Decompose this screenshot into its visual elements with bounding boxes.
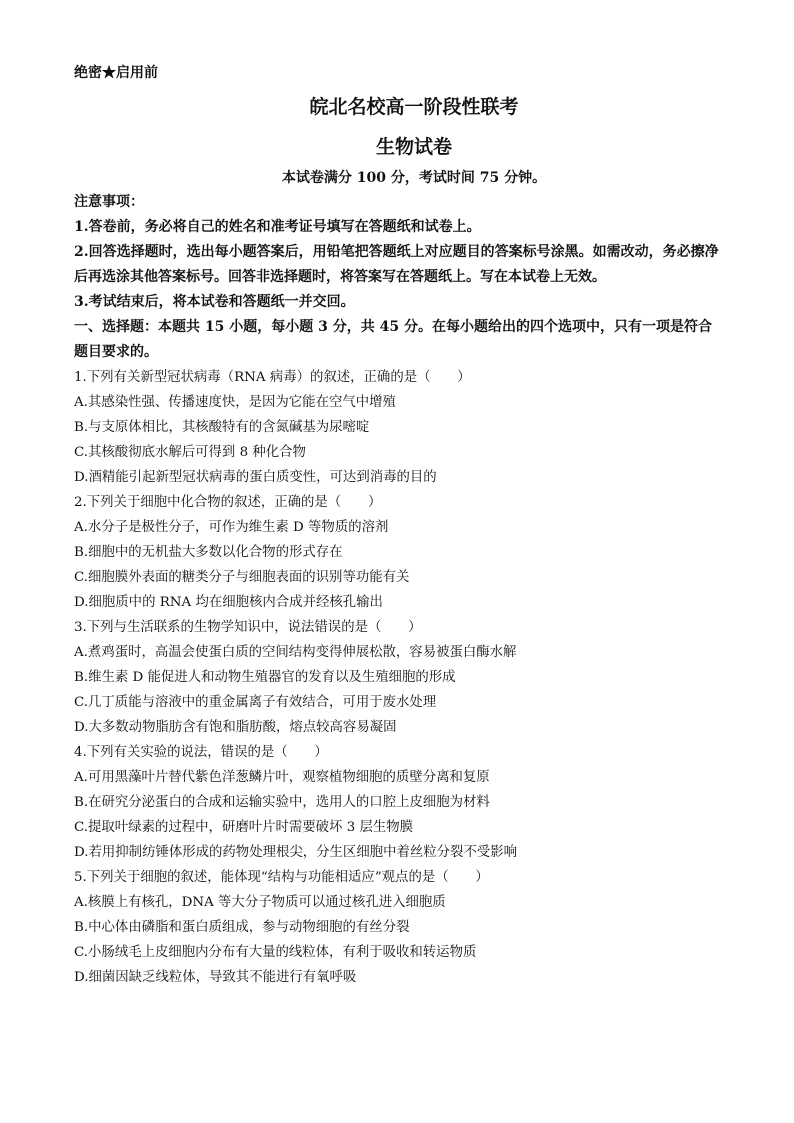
option-b: B.细胞中的无机盐大多数以化合物的形式存在: [74, 545, 343, 560]
question-2: [74, 490, 724, 615]
question-4: [74, 740, 724, 865]
question-stem: 5.下列关于细胞的叙述，能体现“结构与功能相适应”观点的是（ ）: [74, 870, 489, 885]
option-b: B.维生素 D 能促进人和动物生殖器官的发育以及生殖细胞的形成: [74, 670, 456, 685]
question-stem: 3.下列与生活联系的生物学知识中，说法错误的是（ ）: [74, 620, 422, 635]
question-5: [74, 865, 724, 990]
exam-page: [74, 60, 724, 990]
option-a: A.水分子是极性分子，可作为维生素 D 等物质的溶剂: [74, 520, 389, 535]
notes-heading: 注意事项：: [74, 194, 144, 210]
option-c: C.提取叶绿素的过程中，研磨叶片时需要破坏 3 层生物膜: [74, 820, 414, 835]
exam-info: 本试卷满分 100 分，考试时间 75 分钟。: [281, 170, 547, 186]
notes-item: 2.回答选择题时，选出每小题答案后，用铅笔把答题纸上对应题目的答案标号涂黑。如需改动，务必擦净后再选涂其他答案标号。回答非选择题时，将答案写在答题纸上。写在本试卷上无效。: [74, 244, 719, 285]
option-b: B.在研究分泌蛋白的合成和运输实验中，选用人的口腔上皮细胞为材料: [74, 795, 490, 810]
question-stem: 1.下列有关新型冠状病毒（RNA 病毒）的叙述，正确的是（ ）: [74, 370, 471, 385]
option-c: C.几丁质能与溶液中的重金属离子有效结合，可用于废水处理: [74, 695, 437, 710]
option-d: D.酒精能引起新型冠状病毒的蛋白质变性，可达到消毒的目的: [74, 470, 437, 485]
page-title: 皖北名校高一阶段性联考: [309, 96, 519, 118]
section-heading: 一、选择题：本题共 15 小题，每小题 3 分，共 45 分。在每小题给出的四个选项中，只有一项是符合题目要求的。: [74, 319, 712, 360]
option-c: C.细胞膜外表面的糖类分子与细胞表面的识别等功能有关: [74, 570, 410, 585]
option-b: B.中心体由磷脂和蛋白质组成，参与动物细胞的有丝分裂: [74, 920, 410, 935]
option-a: A.其感染性强、传播速度快，是因为它能在空气中增殖: [74, 395, 396, 410]
notes-item: 3.考试结束后，将本试卷和答题纸一并交回。: [74, 294, 355, 310]
question-stem: 2.下列关于细胞中化合物的叙述，正确的是（ ）: [74, 495, 382, 510]
question-3: [74, 615, 724, 740]
option-d: D.大多数动物脂肪含有饱和脂肪酸，熔点较高容易凝固: [74, 720, 397, 735]
option-c: C.小肠绒毛上皮细胞内分布有大量的线粒体，有利于吸收和转运物质: [74, 945, 477, 960]
option-c: C.其核酸彻底水解后可得到 8 种化合物: [74, 445, 306, 460]
notes-item: 1.答卷前，务必将自己的姓名和准考证号填写在答题纸和试卷上。: [74, 219, 481, 235]
option-a: A.可用黑藻叶片替代紫色洋葱鳞片叶，观察植物细胞的质壁分离和复原: [74, 770, 490, 785]
page-subtitle: 生物试卷: [375, 136, 452, 158]
option-d: D.细胞质中的 RNA 均在细胞核内合成并经核孔输出: [74, 595, 383, 610]
option-a: A.煮鸡蛋时，高温会使蛋白质的空间结构变得伸展松散，容易被蛋白酶水解: [74, 645, 517, 660]
question-1: [74, 365, 724, 490]
question-stem: 4.下列有关实验的说法，错误的是（ ）: [74, 745, 328, 760]
notes-section: [74, 190, 724, 315]
secret-mark: 绝密★启用前: [74, 65, 158, 81]
option-a: A.核膜上有核孔，DNA 等大分子物质可以通过核孔进入细胞质: [74, 895, 446, 910]
option-d: D.若用抑制纺锤体形成的药物处理根尖，分生区细胞中着丝粒分裂不受影响: [74, 845, 518, 860]
option-d: D.细菌因缺乏线粒体，导致其不能进行有氧呼吸: [74, 970, 357, 985]
option-b: B.与支原体相比，其核酸特有的含氮碱基为尿嘧啶: [74, 420, 370, 435]
